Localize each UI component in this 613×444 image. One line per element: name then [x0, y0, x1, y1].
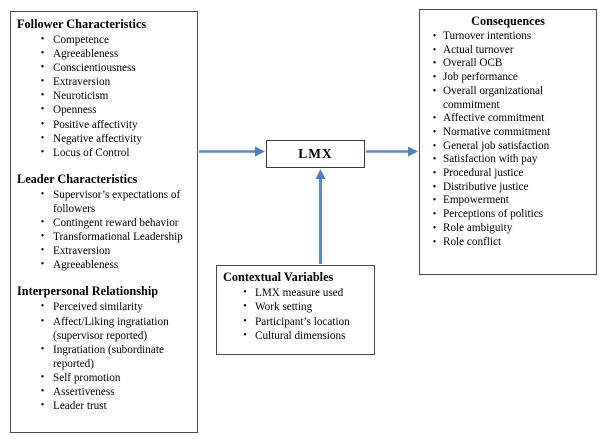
list-item-text: Role ambiguity	[443, 221, 513, 234]
interpersonal-relationship-list	[17, 300, 191, 413]
leader-characteristics-title: Leader Characteristics	[17, 171, 138, 186]
interpersonal-relationship-title: Interpersonal Relationship	[17, 284, 159, 299]
list-item-text: Contingent reward behavior	[53, 217, 179, 230]
list-item	[235, 315, 368, 329]
list-item	[32, 89, 191, 103]
list-item-text: Job performance	[443, 71, 518, 84]
list-item	[32, 371, 191, 385]
list-item	[32, 118, 191, 132]
bullet-icon: •	[432, 58, 437, 70]
bullet-icon: •	[40, 301, 45, 313]
bullet-icon: •	[40, 34, 45, 45]
bullet-icon: •	[432, 195, 437, 207]
list-item	[32, 61, 191, 75]
bullet-icon: •	[40, 118, 45, 130]
list-item	[32, 188, 191, 216]
list-item	[426, 236, 591, 250]
list-item-text: Transformational Leadership	[53, 231, 183, 244]
list-item	[235, 286, 368, 300]
consequences-title: Consequences	[471, 14, 545, 28]
list-item-text: Actual turnover	[443, 43, 514, 56]
list-item	[32, 300, 191, 314]
list-item	[32, 230, 191, 244]
list-item	[32, 258, 191, 272]
list-item	[426, 126, 591, 140]
list-item-text: Procedural justice	[443, 167, 524, 180]
list-item	[32, 132, 191, 146]
consequences-box	[419, 9, 597, 275]
contextual-variables-box	[216, 265, 375, 355]
bullet-icon: •	[432, 168, 437, 180]
bullet-icon: •	[243, 301, 247, 313]
bullet-icon: •	[432, 72, 437, 84]
bullet-icon: •	[40, 343, 45, 355]
bullet-icon: •	[243, 315, 247, 327]
contextual-variables-title: Contextual Variables	[223, 270, 334, 284]
list-item-text: Normative commitment	[443, 125, 551, 138]
list-item-text: Competence	[53, 34, 109, 46]
bullet-icon: •	[40, 371, 45, 383]
bullet-icon: •	[40, 104, 45, 116]
list-item-text: Ingratiation (subordinate reported)	[53, 343, 164, 370]
bullet-icon: •	[40, 259, 45, 271]
list-item-text: Neuroticism	[53, 90, 109, 103]
bullet-icon: •	[40, 188, 45, 200]
list-item	[426, 112, 591, 126]
list-item-text: Distributive justice	[443, 180, 529, 193]
list-item-text: Supervisor’s expectations of followers	[53, 188, 181, 215]
list-item	[235, 300, 368, 314]
list-item	[426, 181, 591, 195]
bullet-icon: •	[40, 385, 45, 397]
bullet-icon: •	[40, 132, 45, 144]
list-item-text: Agreeableness	[53, 259, 119, 272]
consequences-list	[425, 30, 591, 249]
list-item-text: Affective commitment	[443, 112, 545, 125]
bullet-icon: •	[432, 126, 437, 138]
list-item-text: Self promotion	[53, 371, 121, 384]
bullet-icon: •	[432, 236, 437, 248]
list-item	[426, 30, 591, 44]
list-item	[32, 244, 191, 258]
list-item-text: Satisfaction with pay	[443, 153, 538, 166]
list-item	[32, 75, 191, 89]
section-leader-characteristics	[17, 172, 191, 273]
section-interpersonal-relationship	[17, 284, 191, 413]
list-item-text: Agreeableness	[53, 48, 119, 61]
list-item-text: Work setting	[255, 301, 313, 314]
list-item-text: General job satisfaction	[443, 139, 550, 152]
list-item	[32, 385, 191, 399]
arrow-lmx-to-consequences	[366, 147, 418, 157]
section-follower-characteristics	[17, 17, 191, 160]
bullet-icon: •	[40, 62, 45, 74]
list-item	[426, 194, 591, 208]
list-item-text: Perceived similarity	[53, 301, 143, 314]
list-item	[426, 57, 591, 71]
bullet-icon: •	[432, 181, 437, 193]
bullet-icon: •	[432, 31, 437, 42]
list-item-text: Empowerment	[443, 194, 509, 207]
list-item-text: Leader trust	[53, 400, 107, 413]
list-item	[32, 146, 191, 160]
bullet-icon: •	[40, 217, 45, 229]
list-item	[426, 140, 591, 154]
bullet-icon: •	[432, 85, 437, 97]
list-item	[426, 222, 591, 236]
bullet-icon: •	[40, 48, 45, 60]
antecedents-box	[10, 11, 198, 433]
contextual-variables-list	[223, 286, 368, 343]
bullet-icon: •	[40, 146, 45, 158]
list-item-text: Perceptions of politics	[443, 208, 544, 221]
arrow-contextual-to-lmx	[316, 169, 326, 264]
leader-characteristics-list	[17, 188, 191, 273]
list-item-text: Overall OCB	[443, 57, 503, 70]
bullet-icon: •	[40, 400, 45, 412]
bullet-icon: •	[40, 76, 45, 88]
bullet-icon: •	[432, 222, 437, 234]
list-item	[426, 44, 591, 58]
bullet-icon: •	[40, 245, 45, 257]
list-item-text: Turnover intentions	[443, 30, 532, 42]
bullet-icon: •	[432, 140, 437, 152]
bullet-icon: •	[432, 154, 437, 166]
bullet-icon: •	[40, 315, 45, 327]
list-item	[32, 216, 191, 230]
list-item	[426, 167, 591, 181]
list-item-text: LMX measure used	[255, 287, 344, 299]
list-item	[426, 208, 591, 222]
bullet-icon: •	[40, 90, 45, 102]
list-item	[32, 103, 191, 117]
list-item-text: Extraversion	[53, 76, 111, 89]
bullet-icon: •	[432, 44, 437, 56]
list-item-text: Participant’s location	[255, 315, 350, 328]
list-item	[426, 85, 591, 112]
bullet-icon: •	[432, 113, 437, 125]
list-item-text: Overall organizational commitment	[443, 84, 544, 111]
list-item	[235, 329, 368, 343]
list-item	[32, 33, 191, 47]
list-item-text: Conscientiousness	[53, 62, 136, 75]
list-item-text: Positive affectivity	[53, 118, 138, 131]
list-item-text: Assertiveness	[53, 385, 115, 398]
bullet-icon: •	[243, 287, 247, 298]
list-item	[426, 153, 591, 167]
list-item-text: Openness	[53, 104, 97, 117]
list-item-text: Cultural dimensions	[255, 329, 346, 342]
lmx-box	[266, 140, 365, 168]
list-item-text: Locus of Control	[53, 146, 130, 159]
lmx-label: LMX	[298, 146, 333, 161]
bullet-icon: •	[432, 209, 437, 221]
list-item-text: Extraversion	[53, 245, 111, 258]
list-item	[32, 343, 191, 371]
list-item	[32, 315, 191, 343]
follower-characteristics-list	[17, 33, 191, 160]
list-item-text: Affect/Liking ingratiation (supervisor reported)	[53, 315, 169, 342]
bullet-icon: •	[243, 329, 247, 341]
bullet-icon: •	[40, 231, 45, 243]
list-item	[426, 71, 591, 85]
list-item-text: Negative affectivity	[53, 132, 142, 145]
list-item-text: Role conflict	[443, 235, 502, 248]
arrow-antecedents-to-lmx	[199, 147, 265, 157]
follower-characteristics-title: Follower Characteristics	[17, 17, 147, 31]
list-item	[32, 47, 191, 61]
list-item	[32, 399, 191, 413]
